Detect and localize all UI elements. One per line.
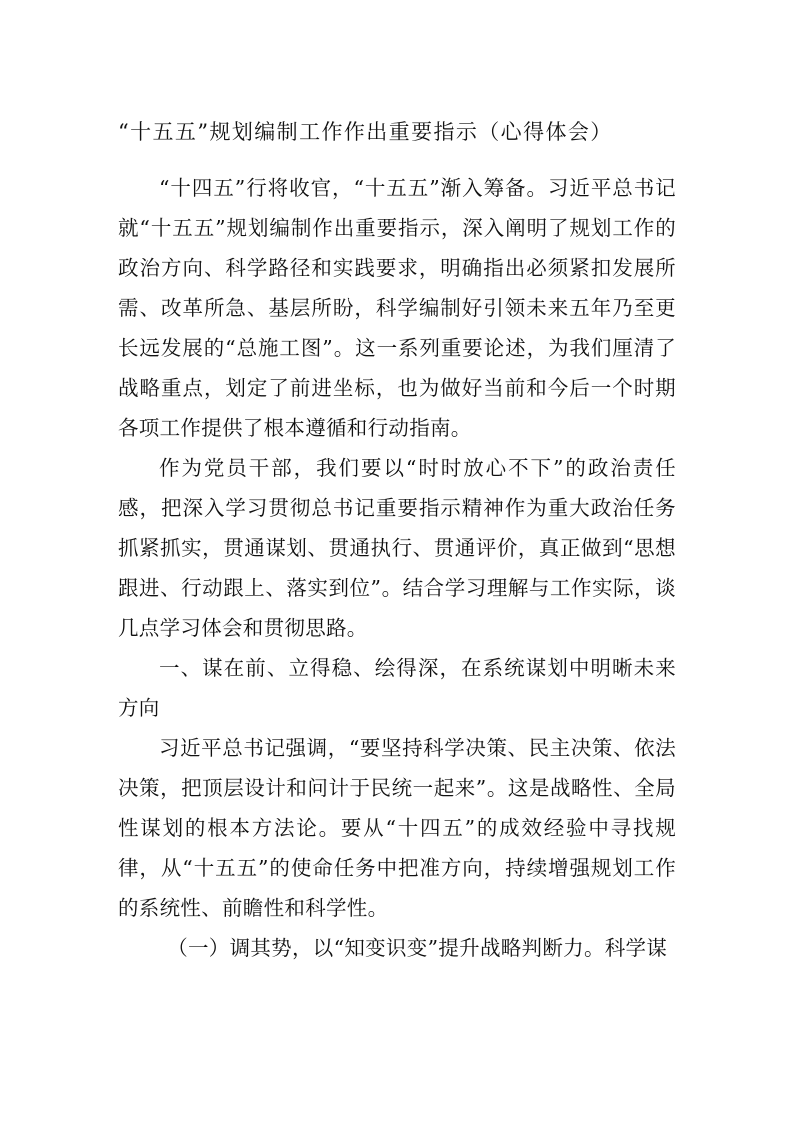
paragraph-methodology: 习近平总书记强调，“要坚持科学决策、民主决策、依法决策，把顶层设计和问计于民统一起来”。这是战略性、全局性谋划的根本方法论。要从“十四五”的成效经验中寻找规律，从“十五五”的使命任务中把准方向，持续增强规划工作的系统性、前瞻性和科学性。 [118, 736, 676, 920]
subsection-heading-one: （一）调其势，以“知变识变”提升战略判断力。科学谋 [167, 936, 668, 960]
section-heading-one: 一、谋在前、立得稳、绘得深，在系统谋划中明晰未来方向 [118, 656, 676, 720]
document-title: “十五五”规划编制工作作出重要指示（心得体会） [118, 120, 613, 144]
paragraph-intro: “十四五”行将收官，“十五五”渐入筹备。习近平总书记就“十五五”规划编制作出重要指示，深入阐明了规划工作的政治方向、科学路径和实践要求，明确指出必须紧扣发展所需、改革所急、基层所盼，科学编制好引领未来五年乃至更长远发展的“总施工图”。这一系列重要论述，为我们厘清了战略重点，划定了前进坐标，也为做好当前和今后一个时期各项工作提供了根本遵循和行动指南。 [118, 176, 676, 440]
paragraph-responsibility: 作为党员干部，我们要以“时时放心不下”的政治责任感，把深入学习贯彻总书记重要指示精神作为重大政治任务抓紧抓实，贯通谋划、贯通执行、贯通评价，真正做到“思想跟进、行动跟上、落实到位”。结合学习理解与工作实际，谈几点学习体会和贯彻思路。 [118, 456, 676, 640]
document-body [118, 168, 676, 968]
